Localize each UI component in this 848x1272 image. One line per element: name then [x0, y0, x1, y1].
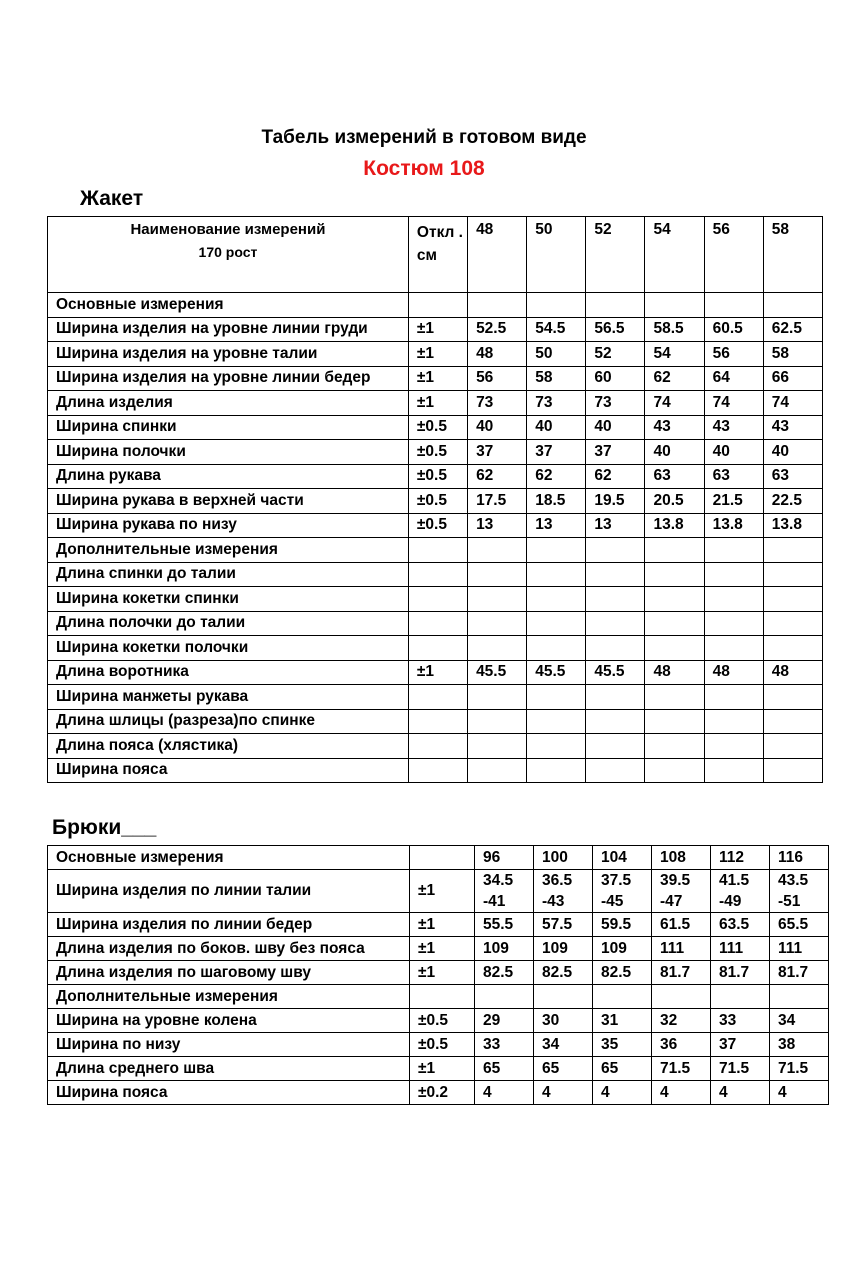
size-value — [586, 538, 645, 563]
table-row — [48, 562, 823, 587]
size-value: 57.5 — [534, 913, 593, 937]
size-value: 40 — [645, 440, 704, 465]
size-value: 58 — [763, 342, 822, 367]
size-value — [527, 587, 586, 612]
tolerance-value: ±1 — [410, 937, 475, 961]
measurement-name: Длина спинки до талии — [48, 562, 409, 587]
size-value — [586, 611, 645, 636]
size-value — [770, 985, 829, 1009]
size-value — [527, 685, 586, 710]
size-value: 55.5 — [475, 913, 534, 937]
size-value: 65 — [593, 1057, 652, 1081]
size-value — [763, 538, 822, 563]
tolerance-value: ±1 — [410, 961, 475, 985]
measurement-name: Длина среднего шва — [48, 1057, 410, 1081]
table-row — [48, 366, 823, 391]
size-value: 62 — [645, 366, 704, 391]
header-size: 52 — [586, 217, 645, 293]
size-value: 111 — [711, 937, 770, 961]
table-row — [48, 538, 823, 563]
tolerance-value: ±0.5 — [410, 1033, 475, 1057]
size-value: 37.5 -45 — [593, 870, 652, 913]
tolerance-value — [408, 636, 467, 661]
tolerance-value: ±0.5 — [408, 440, 467, 465]
header-size: 108 — [652, 846, 711, 870]
tolerance-value — [408, 587, 467, 612]
table-row — [48, 464, 823, 489]
size-value: 30 — [534, 1009, 593, 1033]
header-size: 116 — [770, 846, 829, 870]
measurement-name: Ширина полочки — [48, 440, 409, 465]
size-value: 48 — [645, 660, 704, 685]
size-value: 74 — [645, 391, 704, 416]
size-value: 64 — [704, 366, 763, 391]
size-value: 50 — [527, 342, 586, 367]
size-value: 39.5 -47 — [652, 870, 711, 913]
size-value — [763, 293, 822, 318]
page-title: Табель измерений в готовом виде — [261, 127, 587, 148]
size-value: 73 — [468, 391, 527, 416]
header-size: 96 — [475, 846, 534, 870]
size-value — [704, 709, 763, 734]
size-value: 71.5 — [770, 1057, 829, 1081]
measurement-name: Ширина манжеты рукава — [48, 685, 409, 710]
size-value: 13 — [527, 513, 586, 538]
size-value: 43 — [704, 415, 763, 440]
size-value: 71.5 — [711, 1057, 770, 1081]
size-value — [652, 985, 711, 1009]
tolerance-value: ±1 — [408, 366, 467, 391]
tolerance-value: ±1 — [408, 391, 467, 416]
size-value — [593, 985, 652, 1009]
size-value: 65 — [534, 1057, 593, 1081]
size-value: 63 — [704, 464, 763, 489]
table-row — [48, 440, 823, 465]
size-value — [763, 611, 822, 636]
size-value: 81.7 — [652, 961, 711, 985]
size-value: 43.5 -51 — [770, 870, 829, 913]
size-value: 61.5 — [652, 913, 711, 937]
tolerance-value: ±0.5 — [408, 415, 467, 440]
table-row — [48, 709, 823, 734]
tolerance-value — [408, 293, 467, 318]
size-value: 43 — [645, 415, 704, 440]
measurement-name: Ширина пояса — [48, 1081, 410, 1105]
header-name-label: Наименование измерений — [130, 221, 326, 238]
size-value: 32 — [652, 1009, 711, 1033]
size-value: 40 — [468, 415, 527, 440]
measurement-name: Длина изделия по боков. шву без пояса — [48, 937, 410, 961]
size-value: 41.5 -49 — [711, 870, 770, 913]
tolerance-value — [408, 538, 467, 563]
size-value — [586, 587, 645, 612]
size-value — [586, 562, 645, 587]
header-main-measurements: Основные измерения — [48, 846, 410, 870]
header-size: 58 — [763, 217, 822, 293]
size-value: 59.5 — [593, 913, 652, 937]
size-value: 33 — [711, 1009, 770, 1033]
size-value: 48 — [763, 660, 822, 685]
tolerance-value: ±1 — [408, 342, 467, 367]
tolerance-value: ±1 — [410, 870, 475, 913]
size-value — [645, 538, 704, 563]
size-value: 54 — [645, 342, 704, 367]
table-row — [48, 758, 823, 783]
tolerance-value — [408, 734, 467, 759]
tolerance-value — [408, 562, 467, 587]
size-value: 82.5 — [593, 961, 652, 985]
size-value — [527, 709, 586, 734]
size-value: 38 — [770, 1033, 829, 1057]
size-value — [468, 611, 527, 636]
size-value — [527, 562, 586, 587]
tolerance-value: ±0.2 — [410, 1081, 475, 1105]
size-value: 111 — [652, 937, 711, 961]
size-value — [534, 985, 593, 1009]
size-value — [468, 758, 527, 783]
size-value: 35 — [593, 1033, 652, 1057]
size-value: 109 — [534, 937, 593, 961]
measurement-name: Ширина изделия на уровне линии бедер — [48, 366, 409, 391]
size-value — [468, 734, 527, 759]
size-value — [527, 636, 586, 661]
size-value — [586, 636, 645, 661]
size-value: 62.5 — [763, 317, 822, 342]
size-value — [704, 734, 763, 759]
tolerance-value — [408, 709, 467, 734]
size-value — [586, 758, 645, 783]
measurement-name: Длина шлицы (разреза)по спинке — [48, 709, 409, 734]
size-value: 13 — [468, 513, 527, 538]
header-tolerance — [410, 846, 475, 870]
header-size: 112 — [711, 846, 770, 870]
size-value: 13.8 — [704, 513, 763, 538]
size-value — [586, 734, 645, 759]
size-value — [468, 709, 527, 734]
size-value: 56.5 — [586, 317, 645, 342]
size-value: 29 — [475, 1009, 534, 1033]
size-value: 4 — [770, 1081, 829, 1105]
size-value — [704, 611, 763, 636]
table-row — [48, 685, 823, 710]
measurement-name: Дополнительные измерения — [48, 985, 410, 1009]
size-value — [527, 293, 586, 318]
pants-section-title: Брюки___ — [52, 816, 157, 839]
size-value — [586, 685, 645, 710]
table-row — [48, 513, 823, 538]
size-value — [711, 985, 770, 1009]
size-value: 62 — [527, 464, 586, 489]
table-row — [48, 636, 823, 661]
table-row — [48, 391, 823, 416]
size-value: 74 — [704, 391, 763, 416]
size-value: 4 — [652, 1081, 711, 1105]
table-row — [48, 961, 829, 985]
tolerance-value — [408, 611, 467, 636]
size-value — [475, 985, 534, 1009]
table-row — [48, 913, 829, 937]
size-value: 63 — [645, 464, 704, 489]
size-value — [704, 293, 763, 318]
measurement-name: Ширина на уровне колена — [48, 1009, 410, 1033]
size-value: 73 — [527, 391, 586, 416]
table-row — [48, 293, 823, 318]
size-value: 58 — [527, 366, 586, 391]
size-value — [468, 685, 527, 710]
size-value: 58.5 — [645, 317, 704, 342]
size-value: 37 — [527, 440, 586, 465]
table-row — [48, 415, 823, 440]
size-value: 60 — [586, 366, 645, 391]
size-value: 81.7 — [770, 961, 829, 985]
measurement-name: Ширина кокетки спинки — [48, 587, 409, 612]
size-value: 4 — [711, 1081, 770, 1105]
size-value: 45.5 — [468, 660, 527, 685]
measurement-name: Ширина по низу — [48, 1033, 410, 1057]
size-value: 82.5 — [534, 961, 593, 985]
table-row — [48, 1057, 829, 1081]
size-value — [527, 538, 586, 563]
table-row — [48, 489, 823, 514]
size-value: 37 — [586, 440, 645, 465]
size-value — [763, 734, 822, 759]
jacket-section-title: Жакет — [80, 187, 144, 210]
size-value: 34.5 -41 — [475, 870, 534, 913]
size-value — [704, 758, 763, 783]
size-value — [763, 758, 822, 783]
header-size: 56 — [704, 217, 763, 293]
size-value — [645, 587, 704, 612]
size-value — [763, 685, 822, 710]
size-value — [704, 685, 763, 710]
size-value: 66 — [763, 366, 822, 391]
size-value: 82.5 — [475, 961, 534, 985]
size-value — [763, 636, 822, 661]
size-value: 56 — [468, 366, 527, 391]
size-value: 37 — [468, 440, 527, 465]
size-value: 54.5 — [527, 317, 586, 342]
table-row — [48, 1009, 829, 1033]
tolerance-value: ±1 — [410, 1057, 475, 1081]
measurement-name: Дополнительные измерения — [48, 538, 409, 563]
table-row — [48, 317, 823, 342]
tolerance-value: ±1 — [408, 660, 467, 685]
size-value: 4 — [475, 1081, 534, 1105]
size-value — [704, 562, 763, 587]
size-value: 111 — [770, 937, 829, 961]
header-tolerance: Откл . см — [408, 217, 467, 293]
size-value: 109 — [593, 937, 652, 961]
product-subtitle: Костюм 108 — [363, 157, 485, 180]
size-value: 4 — [534, 1081, 593, 1105]
size-value: 74 — [763, 391, 822, 416]
measurement-name: Длина изделия — [48, 391, 409, 416]
header-size: 50 — [527, 217, 586, 293]
size-value: 63.5 — [711, 913, 770, 937]
size-value — [763, 587, 822, 612]
size-value — [645, 734, 704, 759]
tolerance-value: ±0.5 — [408, 464, 467, 489]
table-row — [48, 985, 829, 1009]
header-size: 100 — [534, 846, 593, 870]
size-value: 40 — [586, 415, 645, 440]
size-value: 65.5 — [770, 913, 829, 937]
size-value: 81.7 — [711, 961, 770, 985]
size-value: 13 — [586, 513, 645, 538]
size-value: 56 — [704, 342, 763, 367]
tolerance-value — [408, 685, 467, 710]
size-value: 52 — [586, 342, 645, 367]
table-header-row — [48, 846, 829, 870]
size-value — [468, 293, 527, 318]
size-value: 34 — [534, 1033, 593, 1057]
size-value — [527, 611, 586, 636]
tolerance-value — [408, 758, 467, 783]
size-value: 13.8 — [763, 513, 822, 538]
size-value: 40 — [763, 440, 822, 465]
size-value: 36 — [652, 1033, 711, 1057]
measurement-name: Ширина кокетки полочки — [48, 636, 409, 661]
size-value — [645, 293, 704, 318]
header-size: 48 — [468, 217, 527, 293]
size-value — [763, 709, 822, 734]
size-value: 45.5 — [527, 660, 586, 685]
measurement-name: Ширина рукава в верхней части — [48, 489, 409, 514]
size-value: 43 — [763, 415, 822, 440]
size-value: 31 — [593, 1009, 652, 1033]
size-value: 40 — [704, 440, 763, 465]
size-value — [527, 758, 586, 783]
measurement-name: Длина воротника — [48, 660, 409, 685]
size-value: 109 — [475, 937, 534, 961]
size-value — [645, 636, 704, 661]
table-row — [48, 611, 823, 636]
size-value: 48 — [704, 660, 763, 685]
table-row — [48, 1081, 829, 1105]
measurement-name: Длина полочки до талии — [48, 611, 409, 636]
measurement-name: Ширина рукава по низу — [48, 513, 409, 538]
size-value: 17.5 — [468, 489, 527, 514]
table-row — [48, 660, 823, 685]
size-value — [586, 293, 645, 318]
header-size: 104 — [593, 846, 652, 870]
size-value — [704, 636, 763, 661]
size-value: 65 — [475, 1057, 534, 1081]
size-value — [468, 587, 527, 612]
size-value — [468, 538, 527, 563]
size-value — [527, 734, 586, 759]
size-value: 18.5 — [527, 489, 586, 514]
size-value: 37 — [711, 1033, 770, 1057]
size-value — [586, 709, 645, 734]
size-value: 4 — [593, 1081, 652, 1105]
measurement-name: Ширина изделия по линии талии — [48, 870, 410, 913]
measurement-name: Ширина изделия на уровне линии груди — [48, 317, 409, 342]
table-row — [48, 342, 823, 367]
tolerance-value: ±0.5 — [408, 489, 467, 514]
size-value: 60.5 — [704, 317, 763, 342]
size-value: 45.5 — [586, 660, 645, 685]
size-value — [468, 562, 527, 587]
measurement-name: Ширина изделия по линии бедер — [48, 913, 410, 937]
tolerance-value: ±1 — [408, 317, 467, 342]
header-height-label: 170 рост — [198, 244, 258, 260]
measurement-name: Ширина изделия на уровне талии — [48, 342, 409, 367]
pants-size-table — [47, 845, 829, 1105]
measurement-name: Длина пояса (хлястика) — [48, 734, 409, 759]
table-row — [48, 587, 823, 612]
size-value: 20.5 — [645, 489, 704, 514]
size-value — [763, 562, 822, 587]
size-value: 48 — [468, 342, 527, 367]
table-row — [48, 937, 829, 961]
size-value: 33 — [475, 1033, 534, 1057]
size-value: 73 — [586, 391, 645, 416]
measurement-name: Длина изделия по шаговому шву — [48, 961, 410, 985]
measurement-name: Ширина пояса — [48, 758, 409, 783]
header-size: 54 — [645, 217, 704, 293]
size-value: 22.5 — [763, 489, 822, 514]
jacket-size-table — [47, 216, 823, 783]
size-value — [645, 709, 704, 734]
size-value: 21.5 — [704, 489, 763, 514]
table-row — [48, 1033, 829, 1057]
measurement-name: Ширина спинки — [48, 415, 409, 440]
table-row — [48, 734, 823, 759]
size-value — [645, 562, 704, 587]
size-value: 71.5 — [652, 1057, 711, 1081]
size-value — [645, 758, 704, 783]
table-row — [48, 870, 829, 913]
size-value — [468, 636, 527, 661]
size-value: 62 — [468, 464, 527, 489]
size-value: 40 — [527, 415, 586, 440]
measurement-name: Длина рукава — [48, 464, 409, 489]
tolerance-value: ±1 — [410, 913, 475, 937]
measurement-name: Основные измерения — [48, 293, 409, 318]
size-value — [704, 587, 763, 612]
tolerance-value: ±0.5 — [410, 1009, 475, 1033]
size-value: 63 — [763, 464, 822, 489]
size-value — [704, 538, 763, 563]
size-value — [645, 611, 704, 636]
tolerance-value — [410, 985, 475, 1009]
size-value: 13.8 — [645, 513, 704, 538]
size-value: 36.5 -43 — [534, 870, 593, 913]
size-value: 19.5 — [586, 489, 645, 514]
size-value: 62 — [586, 464, 645, 489]
header-measurement-name — [48, 217, 409, 293]
tolerance-value: ±0.5 — [408, 513, 467, 538]
size-value: 52.5 — [468, 317, 527, 342]
size-value — [645, 685, 704, 710]
table-header-row — [48, 217, 823, 293]
size-value: 34 — [770, 1009, 829, 1033]
